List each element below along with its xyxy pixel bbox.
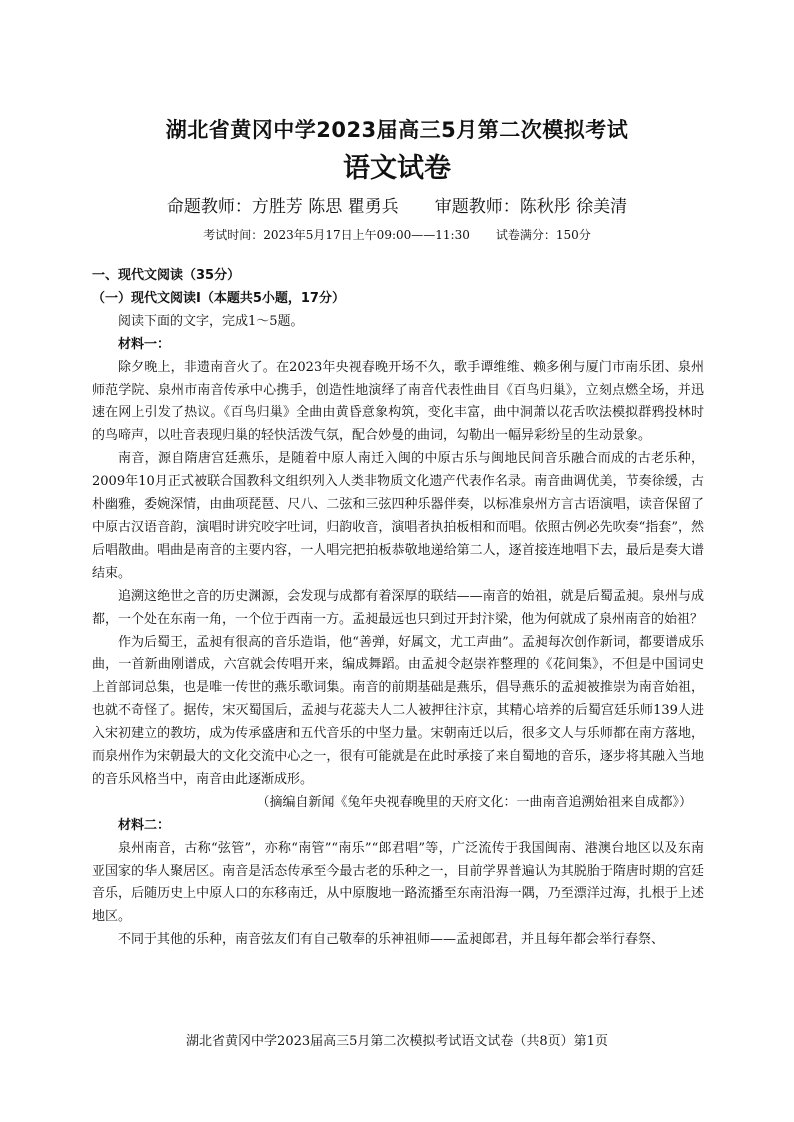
full-score: 试卷满分：150分 [495,228,591,242]
material-one-source: （摘编自新闻《兔年央视春晚里的天府文化：一曲南音追溯始祖来自成都》） [256,794,692,810]
material-two-label: 材料二： [118,817,171,833]
exam-info-line [0,226,794,243]
reviewer-teachers: 审题教师：陈秋彤 徐美清 [434,197,628,217]
material-one-paragraph: 追溯这绝世之音的历史渊源，会发现与成都有着深厚的联结——南音的始祖，就是后蜀孟昶。泉州与成都，一个处在东南一角，一个位于西南一方。孟昶最远也只到过开封汴梁，他为何就成了泉州南音的始祖？ [92,588,704,627]
material-one-label: 材料一： [118,336,171,352]
reading-content [92,265,704,952]
exam-subtitle: 语文试卷 [343,153,451,184]
exam-title: 湖北省黄冈中学2023届高三5月第二次模拟考试 [165,118,629,142]
material-two-paragraph: 不同于其他的乐种，南音弦友们有自己敬奉的乐神祖师——孟昶郎君，并且每年都会举行春祭、 [118,932,665,948]
setter-teachers: 命题教师：方胜芳 陈思 瞿勇兵 [166,197,399,217]
material-two-paragraph: 泉州南音，古称“弦管”，亦称“南管”“南乐”“郎君唱”等，广泛流传于我国闽南、港澳台地区以及东南亚国家的华人聚居区。南音是活态传承至今最古老的乐种之一，目前学界普遍认为其脱胎于隋唐时期的宫廷音乐，后随历史上中原人口的东移南迁，从中原腹地一路流播至东南沿海一隅，乃至漂洋过海，扎根于上述地区。 [92,840,704,925]
instruction: 阅读下面的文字，完成1～5题。 [118,313,304,329]
sub-section-heading: （一）现代文阅读Ⅰ（本题共5小题，17分） [92,290,345,306]
material-one-paragraph: 除夕晚上，非遗南音火了。在2023年央视春晚开场不久，歌手谭维维、赖多俐与厦门市南乐团、泉州师范学院、泉州市南音传承中心携手，创造性地演绎了南音代表性曲目《百鸟归巢》，立刻点燃全场，并迅速在网上引发了热议。《百鸟归巢》全曲由黄昏意象构筑，变化丰富，曲中洞萧以花舌吹法模拟群鸦投林时的鸟啼声，以吐音表现归巢的轻快活泼气氛，配合妙曼的曲词，勾勒出一幅异彩纷呈的生动景象。 [92,359,704,444]
material-one-paragraph: 南音，源自隋唐宫廷燕乐，是随着中原人南迁入闽的中原古乐与闽地民间音乐融合而成的古老乐种，2009年10月正式被联合国教科文组织列入人类非物质文化遗产代表作名录。南音曲调优美，节奏徐缓，古朴幽雅，委婉深情，由曲项琵琶、尺八、二弦和三弦四种乐器伴奏，以标准泉州方言古语演唱，读音保留了中原古汉语音韵，演唱时讲究咬字吐词，归韵收音，演唱者执拍板相和而唱。依照古例必先吹奏“指套”，然后唱散曲。唱曲是南音的主要内容，一人唱完把拍板恭敬地递给第二人，逐首接连地唱下去，最后是奏大谱结束。 [92,451,704,581]
page-footer: 湖北省黄冈中学2023届高三5月第二次模拟考试语文试卷（共8页）第1页 [186,1034,608,1049]
material-one-paragraph: 作为后蜀王，孟昶有很高的音乐造诣，他“善弹，好属文，尤工声曲”。孟昶每次创作新词，都要谱成乐曲，一首新曲刚谱成，六宫就会传唱开来，编成舞蹈。由孟昶令赵崇祚整理的《花间集》，不但是中国词史上首部词总集，也是唯一传世的燕乐歌词集。南音的前期基础是燕乐，倡导燕乐的孟昶被推崇为南音始祖，也就不奇怪了。据传，宋灭蜀国后，孟昶与花蕊夫人二人被押往汴京，其精心培养的后蜀宫廷乐师139人进入宋初建立的教坊，成为传承盛唐和五代音乐的中坚力量。宋朝南迁以后，很多文人与乐师都在南方落地，而泉州作为宋朝最大的文化交流中心之一，很有可能就是在此时承接了来自蜀地的音乐，逐步将其融入当地的音乐风格当中，南音由此逐渐成形。 [92,634,704,787]
teachers-line [0,192,794,217]
exam-time: 考试时间：2023年5月17日上午09:00——11:30 [203,228,470,242]
section-heading: 一、现代文阅读（35分） [92,268,241,283]
